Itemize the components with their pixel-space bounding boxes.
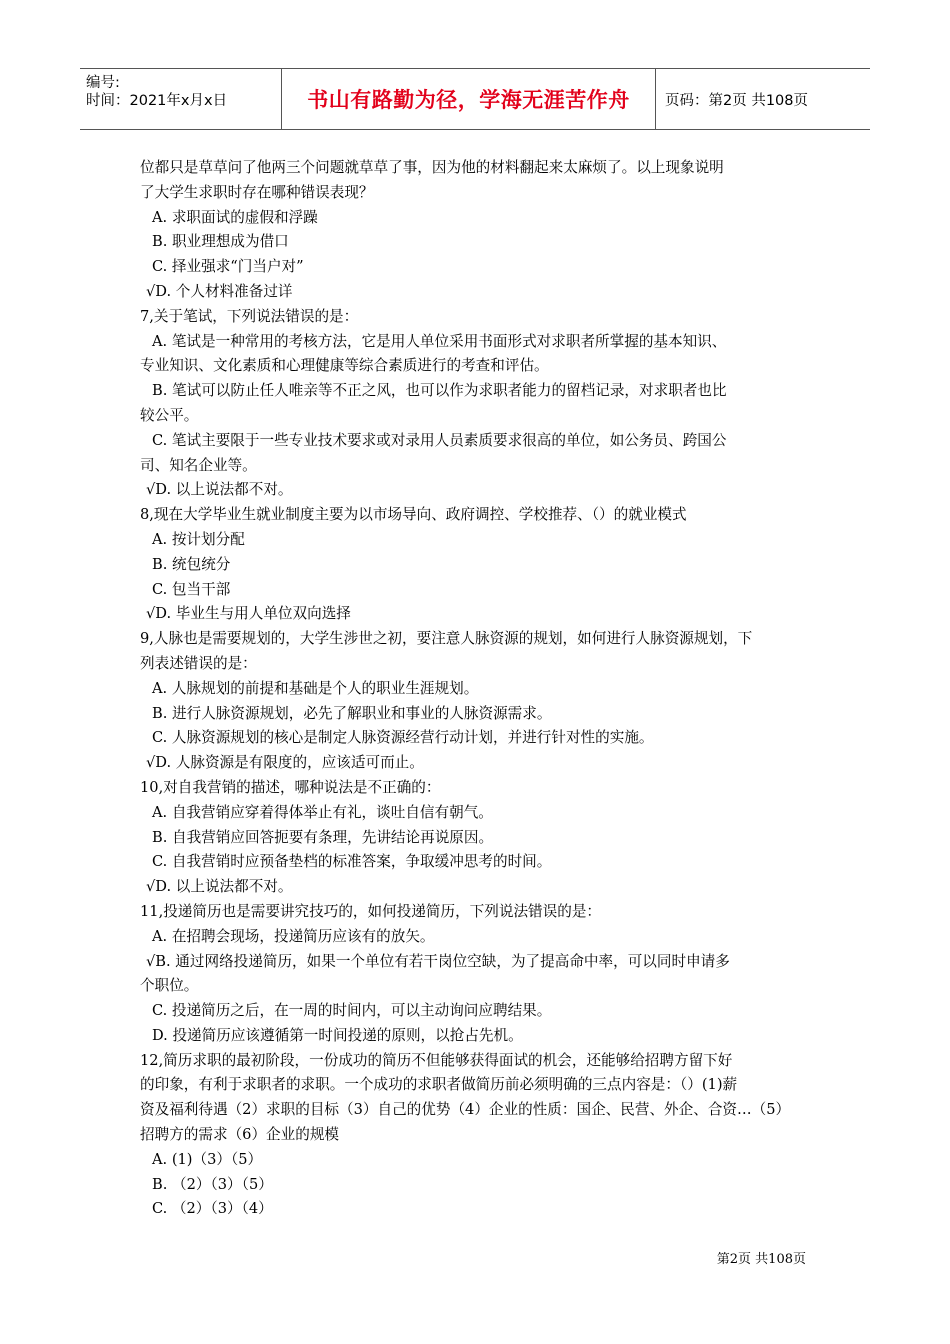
text-line: 专业知识、文化素质和心理健康等综合素质进行的考查和评估。 — [140, 357, 549, 375]
answer-option: B. 自我营销应回答扼要有条理，先讲结论再说原因。 — [152, 828, 494, 846]
page-footer: 第2页 共108页 — [716, 1252, 806, 1267]
document-date: 时间：2021年x月x日 — [86, 93, 228, 109]
answer-option: B. 笔试可以防止任人唯亲等不正之风，也可以作为求职者能力的留档记录，对求职者也比 — [152, 382, 727, 400]
text-line: 位都只是草草问了他两三个问题就草草了事，因为他的材料翻起来太麻烦了。以上现象说明 — [140, 159, 724, 176]
text-line: 10,对自我营销的描述，哪种说法是不正确的： — [140, 778, 441, 796]
answer-option: C. 包当干部 — [152, 580, 231, 598]
answer-option: C. 笔试主要限于一些专业技术要求或对录用人员素质要求很高的单位，如公务员、跨国公 — [152, 431, 727, 449]
text-line: 了大学生求职时存在哪种错误表现？ — [140, 183, 374, 201]
answer-option: √D. 以上说法都不对。 — [146, 878, 293, 896]
text-line: 个职位。 — [140, 977, 199, 995]
answer-option: √D. 以上说法都不对。 — [146, 481, 293, 499]
answer-option: A. 求职面试的虚假和浮躁 — [152, 208, 318, 226]
text-line: 9,人脉也是需要规划的，大学生涉世之初，要注意人脉资源的规划，如何进行人脉资源规划，下 — [140, 630, 753, 648]
document-body — [140, 156, 815, 1222]
answer-option: √B. 通过网络投递简历，如果一个单位有若干岗位空缺，为了提高命中率，可以同时申请多 — [146, 952, 730, 970]
text-line: 8,现在大学毕业生就业制度主要为以市场导向、政府调控、学校推荐、（）的就业模式 — [140, 506, 687, 524]
text-line: 招聘方的需求（6）企业的规模 — [140, 1126, 340, 1144]
header-motto: 书山有路勤为径，学海无涯苦作舟 — [281, 69, 656, 129]
text-line: 7,关于笔试，下列说法错误的是： — [140, 307, 359, 325]
answer-option: C. （2）（3）（4） — [152, 1200, 273, 1218]
answer-option: C. 自我营销时应预备垫档的标准答案，争取缓冲思考的时间。 — [152, 853, 552, 871]
answer-option: B. 统包统分 — [152, 555, 231, 573]
answer-option: A. (1)（3）（5） — [152, 1150, 263, 1168]
page-header — [80, 68, 870, 130]
answer-option: A. 笔试是一种常用的考核方法，它是用人单位采用书面形式对求职者所掌握的基本知识、 — [152, 332, 727, 350]
answer-option: √D. 人脉资源是有限度的，应该适可而止。 — [146, 754, 424, 772]
answer-option: C. 人脉资源规划的核心是制定人脉资源经营行动计划，并进行针对性的实施。 — [152, 729, 654, 747]
answer-option: B. 进行人脉资源规划，必先了解职业和事业的人脉资源需求。 — [152, 704, 552, 722]
text-line: 列表述错误的是： — [140, 654, 257, 672]
answer-option: √D. 个人材料准备过详 — [146, 282, 293, 300]
answer-option: C. 投递简历之后，在一周的时间内，可以主动询问应聘结果。 — [152, 1002, 552, 1020]
text-line: 较公平。 — [140, 406, 199, 424]
answer-option: D. 投递简历应该遵循第一时间投递的原则，以抢占先机。 — [152, 1026, 523, 1044]
answer-option: A. 自我营销应穿着得体举止有礼，谈吐自信有朝气。 — [152, 803, 493, 821]
answer-option: B. （2）（3）（5） — [152, 1175, 273, 1193]
text-line: 11,投递简历也是需要讲究技巧的，如何投递简历，下列说法错误的是： — [140, 902, 602, 920]
text-line: 12,简历求职的最初阶段，一份成功的简历不但能够获得面试的机会，还能够给招聘方留下好 — [140, 1051, 733, 1069]
answer-option: A. 人脉规划的前提和基础是个人的职业生涯规划。 — [152, 679, 479, 697]
text-line: 资及福利待遇（2）求职的目标（3）自己的优势（4）企业的性质：国企、民营、外企、合资…（5） — [140, 1101, 791, 1119]
answer-option: A. 在招聘会现场，投递简历应该有的放矢。 — [152, 927, 435, 945]
text-line: 的印象，有利于求职者的求职。一个成功的求职者做简历前必须明确的三点内容是：（）(1)薪 — [140, 1076, 738, 1094]
header-page-info: 页码：第2页 共108页 — [665, 92, 809, 109]
answer-option: √D. 毕业生与用人单位双向选择 — [146, 605, 351, 623]
text-line: 司、知名企业等。 — [140, 456, 257, 474]
answer-option: A. 按计划分配 — [152, 530, 245, 548]
answer-option: C. 择业强求“门当户对” — [152, 258, 304, 276]
answer-option: B. 职业理想成为借口 — [152, 233, 289, 251]
header-meta — [80, 69, 281, 129]
document-number-label: 编号: — [86, 75, 120, 91]
